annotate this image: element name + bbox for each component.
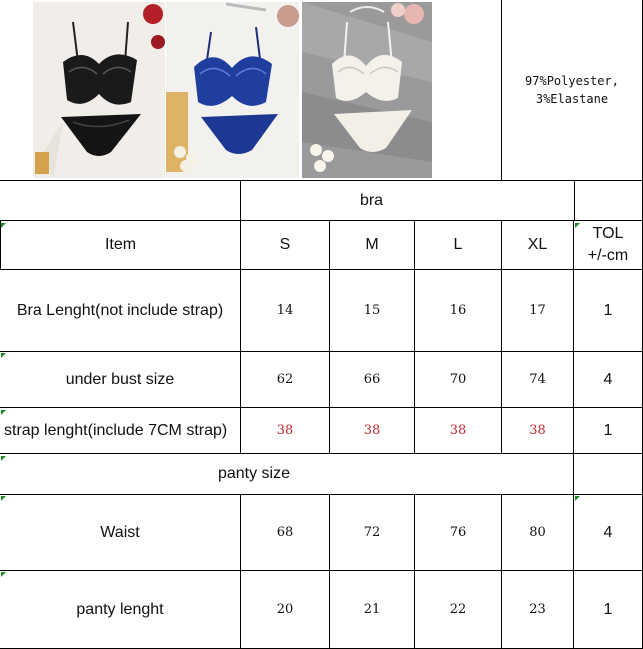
row-waist-s: 68 [241,495,330,571]
row-under-bust-label: under bust size [0,352,241,408]
bra-title-empty-2 [574,181,643,221]
row-under-bust-m: 66 [330,352,415,408]
corner-mark [1,410,6,415]
row-bra-length-label: Bra Lenght(not include strap) [0,270,241,352]
material-line-2: 3%Elastane [535,92,609,106]
bra-title-empty-1 [502,181,574,221]
row-strap-length-s: 38 [241,408,330,454]
row-panty-length-tol: 1 [574,571,643,649]
header-m: M [330,221,415,270]
row-waist-l: 76 [415,495,502,571]
row-bra-length-xl: 17 [502,270,574,352]
row-strap-length-tol: 1 [574,408,643,454]
bra-title: bra [241,181,502,221]
row-strap-length-xl: 38 [502,408,574,454]
header-xl: XL [502,221,574,270]
row-under-bust-tol: 4 [574,352,643,408]
corner-mark [1,353,6,358]
row-under-bust-l: 70 [415,352,502,408]
row-waist-label: Waist [0,495,241,571]
row-bra-length-l: 16 [415,270,502,352]
row-waist-tol: 4 [574,495,643,571]
row-panty-length-label: panty lenght [0,571,241,649]
header-l: L [415,221,502,270]
row-panty-length-s: 20 [241,571,330,649]
row-panty-length-l: 22 [415,571,502,649]
material-line-1: 97%Polyester, [525,74,619,88]
corner-mark [1,496,6,501]
header-item: Item [0,221,241,270]
panty-title: panty size [0,454,502,495]
row-panty-length-m: 21 [330,571,415,649]
row-bra-length-s: 14 [241,270,330,352]
corner-mark [1,456,6,461]
corner-mark [1,572,6,577]
row-bra-length-tol: 1 [574,270,643,352]
row-strap-length-l: 38 [415,408,502,454]
row-bra-length-m: 15 [330,270,415,352]
row-strap-length-m: 38 [330,408,415,454]
corner-mark [1,223,6,228]
row-strap-length-label: strap lenght(include 7CM strap) [0,408,241,454]
row-under-bust-xl: 74 [502,352,574,408]
bra-title-spacer [0,181,241,221]
header-s: S [241,221,330,270]
panty-title-empty-2 [574,454,643,495]
corner-mark [575,496,580,501]
row-waist-m: 72 [330,495,415,571]
header-tol: TOL +/-cm [574,221,643,270]
row-panty-length-xl: 23 [502,571,574,649]
row-under-bust-s: 62 [241,352,330,408]
photo-row-border [0,0,501,181]
corner-mark [575,223,580,228]
row-waist-xl: 80 [502,495,574,571]
material-cell [501,0,643,181]
panty-title-empty-1 [502,454,574,495]
